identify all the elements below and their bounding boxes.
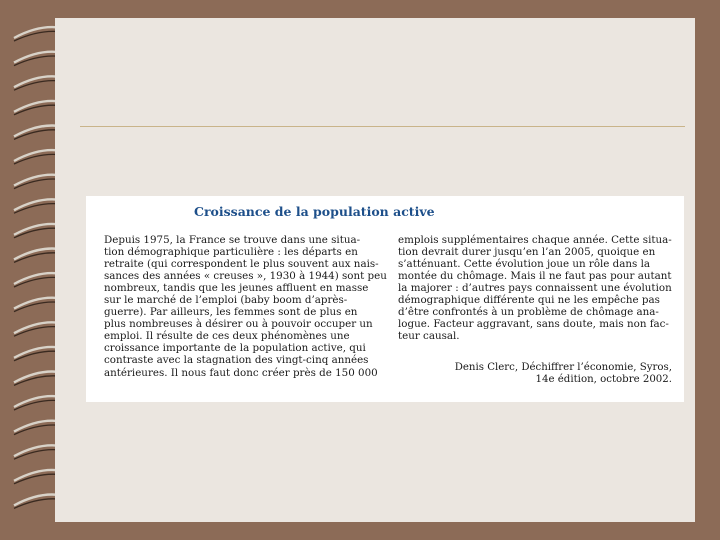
article-line: démographique différente qui ne les empêche pas [398, 294, 660, 307]
article-line: croissance importante de la population active, qui [104, 342, 366, 355]
article-line: s’atténuant. Cette évolution joue un rôle dans la [398, 258, 651, 271]
article-line: Depuis 1975, la France se trouve dans une situa- [104, 234, 361, 246]
article-line: d’être confrontés à un problème de chômage ana- [398, 306, 659, 319]
article-line: guerre). Par ailleurs, les femmes sont de plus en [104, 306, 358, 319]
article-line: sances des années « creuses », 1930 à 1944) sont peu [104, 270, 387, 283]
article-line: contraste avec la stagnation des vingt-cinq années [104, 354, 369, 367]
article-line: logue. Facteur aggravant, sans doute, mais non fac- [398, 318, 669, 331]
article-right-column [398, 234, 672, 342]
article-line: plus nombreuses à désirer ou à pouvoir occuper un [104, 318, 373, 331]
article-line: emplois supplémentaires chaque année. Cette situa- [398, 234, 672, 246]
article-source [455, 362, 672, 386]
source-line-1: Denis Clerc, Déchiffrer l’économie, Syros, [454, 362, 672, 373]
article-title: Croissance de la population active [194, 204, 435, 219]
article-line: teur causal. [398, 330, 460, 343]
article-line: sur le marché de l’emploi (baby boom d’après- [104, 294, 348, 307]
article-excerpt [86, 196, 684, 402]
article-line: la majorer : d’autres pays connaissent une évolution [398, 282, 672, 295]
article-line: retraite (qui correspondent le plus souvent aux nais- [104, 258, 379, 271]
article-line: emploi. Il résulte de ces deux phénomènes une [104, 330, 350, 343]
article-left-column [104, 234, 387, 379]
source-line-2: 14e édition, octobre 2002. [535, 374, 672, 386]
title-divider-line [80, 126, 685, 127]
article-line: montée du chômage. Mais il ne faut pas pour autant [398, 270, 672, 283]
article-line: nombreux, tandis que les jeunes affluent en masse [104, 282, 369, 295]
article-line: tion devrait durer jusqu’en l’an 2005, quoique en [398, 246, 656, 259]
article-line: tion démographique particulière : les départs en [104, 246, 358, 259]
article-line: antérieures. Il nous faut donc créer près de 150 000 [104, 366, 378, 379]
